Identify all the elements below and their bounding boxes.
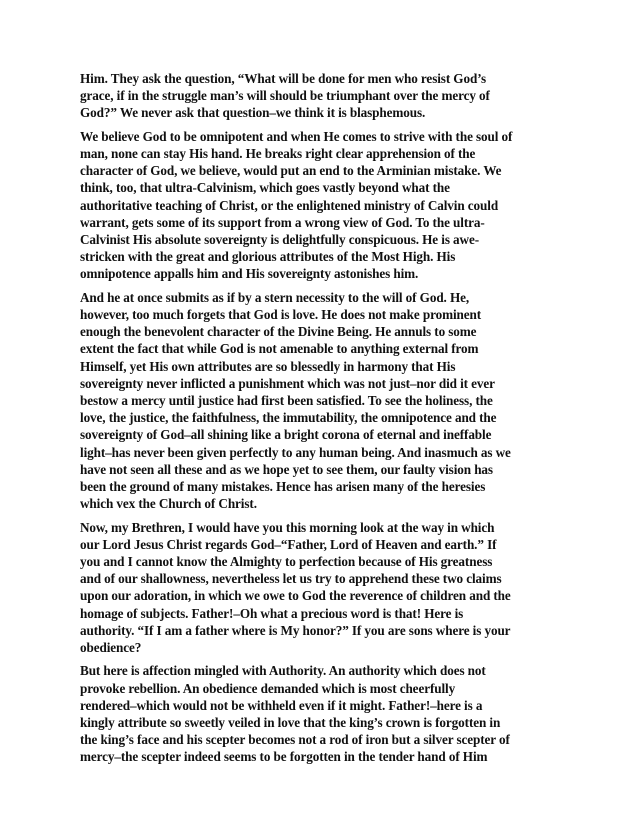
paragraph-5 [80,662,560,765]
paragraph-4 [80,519,560,657]
text-line: stricken with the great and glorious attributes of the Most High. His [80,249,456,265]
text-line: the king’s face and his scepter becomes not a rod of iron but a silver scepter of [80,732,510,748]
text-line: Himself, yet His own attributes are so blessedly in harmony that His [80,358,456,374]
text-line: Now, my Brethren, I would have you this morning look at the way in which [80,519,495,535]
text-line: But here is affection mingled with Authority. An authority which does not [80,663,486,679]
text-line: homage of subjects. Father!–Oh what a precious word is that! Here is [80,605,464,621]
text-line: We believe God to be omnipotent and when He comes to strive with the soul of [80,128,513,144]
body-text [80,70,560,772]
text-line: kingly attribute so sweetly veiled in love that the king’s crown is forgotten in [80,715,501,731]
text-line: omnipotence appalls him and His sovereignty astonishes him. [80,266,419,282]
text-line: have not seen all these and as we hope yet to see them, our faulty vision has [80,461,493,477]
text-line: you and I cannot know the Almighty to perfection because of His greatness [80,554,493,570]
text-line: extent the fact that while God is not amenable to anything external from [80,341,479,357]
text-line: warrant, gets some of its support from a wrong view of God. To the ultra- [80,214,485,230]
text-line: mercy–the scepter indeed seems to be forgotten in the tender hand of Him [80,749,488,765]
text-line: and of our shallowness, nevertheless let us try to apprehend these two claims [80,571,502,587]
text-line: Him. They ask the question, “What will be done for men who resist God’s [80,71,487,86]
text-line: rendered–which would not be withheld even if it might. Father!–here is a [80,697,483,713]
text-line: provoke rebellion. An obedience demanded which is most cheerfully [80,680,456,696]
paragraph-1 [80,70,560,122]
text-line: obedience? [80,640,142,656]
text-line: authoritative teaching of Christ, or the enlightened ministry of Calvin could [80,197,499,213]
text-line: And he at once submits as if by a stern necessity to the will of God. He, [80,289,470,305]
text-line: upon our adoration, in which we owe to God the reverence of children and the [80,588,511,604]
text-line: think, too, that ultra-Calvinism, which goes vastly beyond what the [80,180,450,196]
text-line: however, too much forgets that God is love. He does not make prominent [80,307,482,323]
text-line: bestow a mercy until justice had first been satisfied. To see the holiness, the [80,393,493,409]
text-line: been the ground of many mistakes. Hence has arisen many of the heresies [80,479,486,495]
text-line: authority. “If I am a father where is My honor?” If you are sons where is your [80,622,511,638]
text-line: Calvinist His absolute sovereignty is delightfully conspicuous. He is awe- [80,232,480,248]
text-line: character of God, we believe, would put an end to the Arminian mistake. We [80,163,502,179]
text-line: which vex the Church of Christ. [80,496,257,512]
text-line: grace, if in the struggle man’s will should be triumphant over the mercy of [80,88,490,104]
text-line: sovereignty of God–all shining like a bright corona of eternal and ineffable [80,427,492,443]
paragraph-3 [80,289,560,513]
text-line: God?” We never ask that question–we think it is blasphemous. [80,105,426,121]
text-line: love, the justice, the faithfulness, the immutability, the omnipotence and the [80,410,497,426]
text-line: sovereignty never inflicted a punishment which was not just–nor did it ever [80,375,495,391]
paragraph-2 [80,128,560,283]
text-line: enough the benevolent character of the Divine Being. He annuls to some [80,324,477,340]
text-line: our Lord Jesus Christ regards God–“Father, Lord of Heaven and earth.” If [80,536,497,552]
text-line: light–has never been given perfectly to any human being. And inasmuch as we [80,444,511,460]
text-line: man, none can stay His hand. He breaks right clear apprehension of the [80,146,476,161]
